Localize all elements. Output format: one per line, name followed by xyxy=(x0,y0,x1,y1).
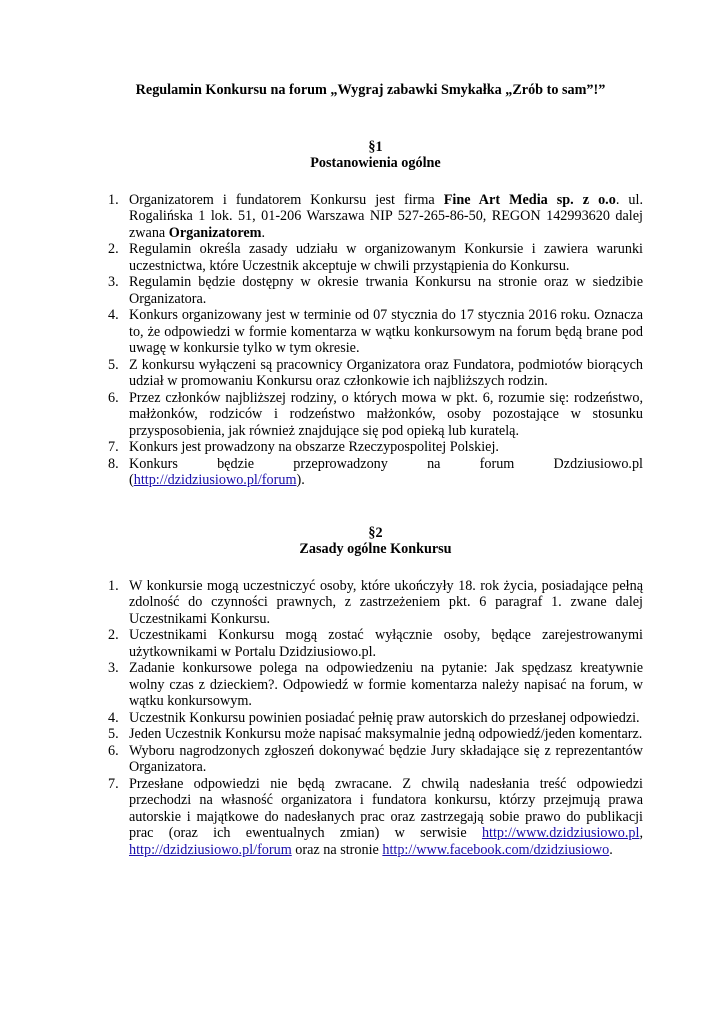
facebook-link[interactable]: http://www.facebook.com/dzidziusiowo xyxy=(382,841,610,858)
list-item: 5. Z konkursu wyłączeni są pracownicy Organizatora oraz Fundatora, podmiotów biorących udział w promowaniu Konkursu oraz członkowie ich najbliższych rodzin. xyxy=(108,356,643,389)
organizer-term: Organizatorem xyxy=(168,224,262,241)
document-title: Regulamin Konkursu na forum „Wygraj zabawki Smykałka „Zrób to sam”!” xyxy=(135,82,606,98)
list-item: 1. W konkursie mogą uczestniczyć osoby, które ukończyły 18. rok życia, posiadające pełną zdolność do czynności prawnych, z zastrzeżeniem pkt. 6 paragraf 1. zwane dalej Uczestnikami Konkursu. xyxy=(108,577,643,627)
section-2-heading: Zasady ogólne Konkursu xyxy=(299,541,452,557)
list-item: 4. Uczestnik Konkursu powinien posiadać pełnię praw autorskich do przesłanej odpowiedzi. xyxy=(108,709,640,726)
section-1-heading: Postanowienia ogólne xyxy=(310,155,441,171)
list-item: 6. Przez członków najbliższej rodziny, o których mowa w pkt. 6, rozumie się: rodzeństwo, małżonków, rodziców i rodzeństwo małżonków, osoby pozostające w stosunku przysposobienia, jak również znajdujące się pod opieką lub kuratelą. xyxy=(108,389,643,439)
list-item: 2. Regulamin określa zasady udziału w organizowanym Konkursie i zawiera warunki uczestnictwa, które Uczestnik akceptuje w chwili przystąpienia do Konkursu. xyxy=(108,241,643,274)
list-item: 7. Konkurs jest prowadzony na obszarze Rzeczypospolitej Polskiej. xyxy=(108,439,499,455)
website-link[interactable]: http://www.dzidziusiowo.pl xyxy=(481,825,640,841)
list-item: 2. Uczestnikami Konkursu mogą zostać wyłącznie osoby, będące zarejestrowanymi użytkownikami w Portalu Dzidziusiowo.pl. xyxy=(108,627,643,660)
list-item: 3. Zadanie konkursowe polega na odpowiedzeniu na pytanie: Jak spędzasz kreatywnie wolny czas z dzieckiem?. Odpowiedź w formie komentarza należy napisać na forum, w wątku konkursowym. xyxy=(108,660,643,709)
section-1-list xyxy=(108,192,643,489)
forum-link[interactable]: http://dzidziusiowo.pl/forum xyxy=(129,841,292,858)
list-item: 1. Organizatorem i fundatorem Konkursu jest firma Fine Art Media sp. z o.o. ul. Rogalińska 1 lok. 51, 01-206 Warszawa NIP 527-265-86-50, REGON 142993620 dalej zwana Organizatorem. xyxy=(108,191,643,241)
list-item: 3. Regulamin będzie dostępny w okresie trwania Konkursu na stronie oraz w siedzibie Organizatora. xyxy=(108,274,643,307)
section-2-list xyxy=(108,578,643,859)
section-1-header xyxy=(108,139,643,172)
list-item: 6. Wyboru nagrodzonych zgłoszeń dokonywać będzie Jury składające się z reprezentantów Organizatora. xyxy=(108,742,643,775)
section-2-number: §2 xyxy=(368,524,383,541)
company-name: Fine Art Media sp. z o.o xyxy=(443,191,616,208)
list-item: 7. Przesłane odpowiedzi nie będą zwracane. Z chwilą nadesłania treść odpowiedzi przechodzi na własność organizatora i fundatora konkursu, którzy przejmują prawa autorskie i majątkowe do nadesłanych prac oraz zastrzegają sobie prawo do publikacji prac (oraz ich ewentualnych zmian) w serwisie http://www.dzidziusiowo.pl, http://dzidziusiowo.pl/forum oraz na stronie http://www.facebook.com/dzidziusiowo. xyxy=(108,775,643,858)
list-item: 4. Konkurs organizowany jest w terminie od 07 stycznia do 17 stycznia 2016 roku. Oznacza to, że odpowiedzi w formie komentarza w wątku konkursowym na forum będą brane pod uwagę w konkursie tylko w tym okresie. xyxy=(108,307,643,356)
section-1-number: §1 xyxy=(368,138,383,155)
section-2-header xyxy=(108,525,643,558)
list-item: 8. Konkurs będzie przeprowadzony na forum Dzdziusiowo.pl (http://dzidziusiowo.pl/forum). xyxy=(108,455,643,488)
list-item: 5. Jeden Uczestnik Konkursu może napisać maksymalnie jedną odpowiedź/jeden komentarz. xyxy=(108,726,643,742)
forum-link[interactable]: http://dzidziusiowo.pl/forum xyxy=(133,472,297,488)
